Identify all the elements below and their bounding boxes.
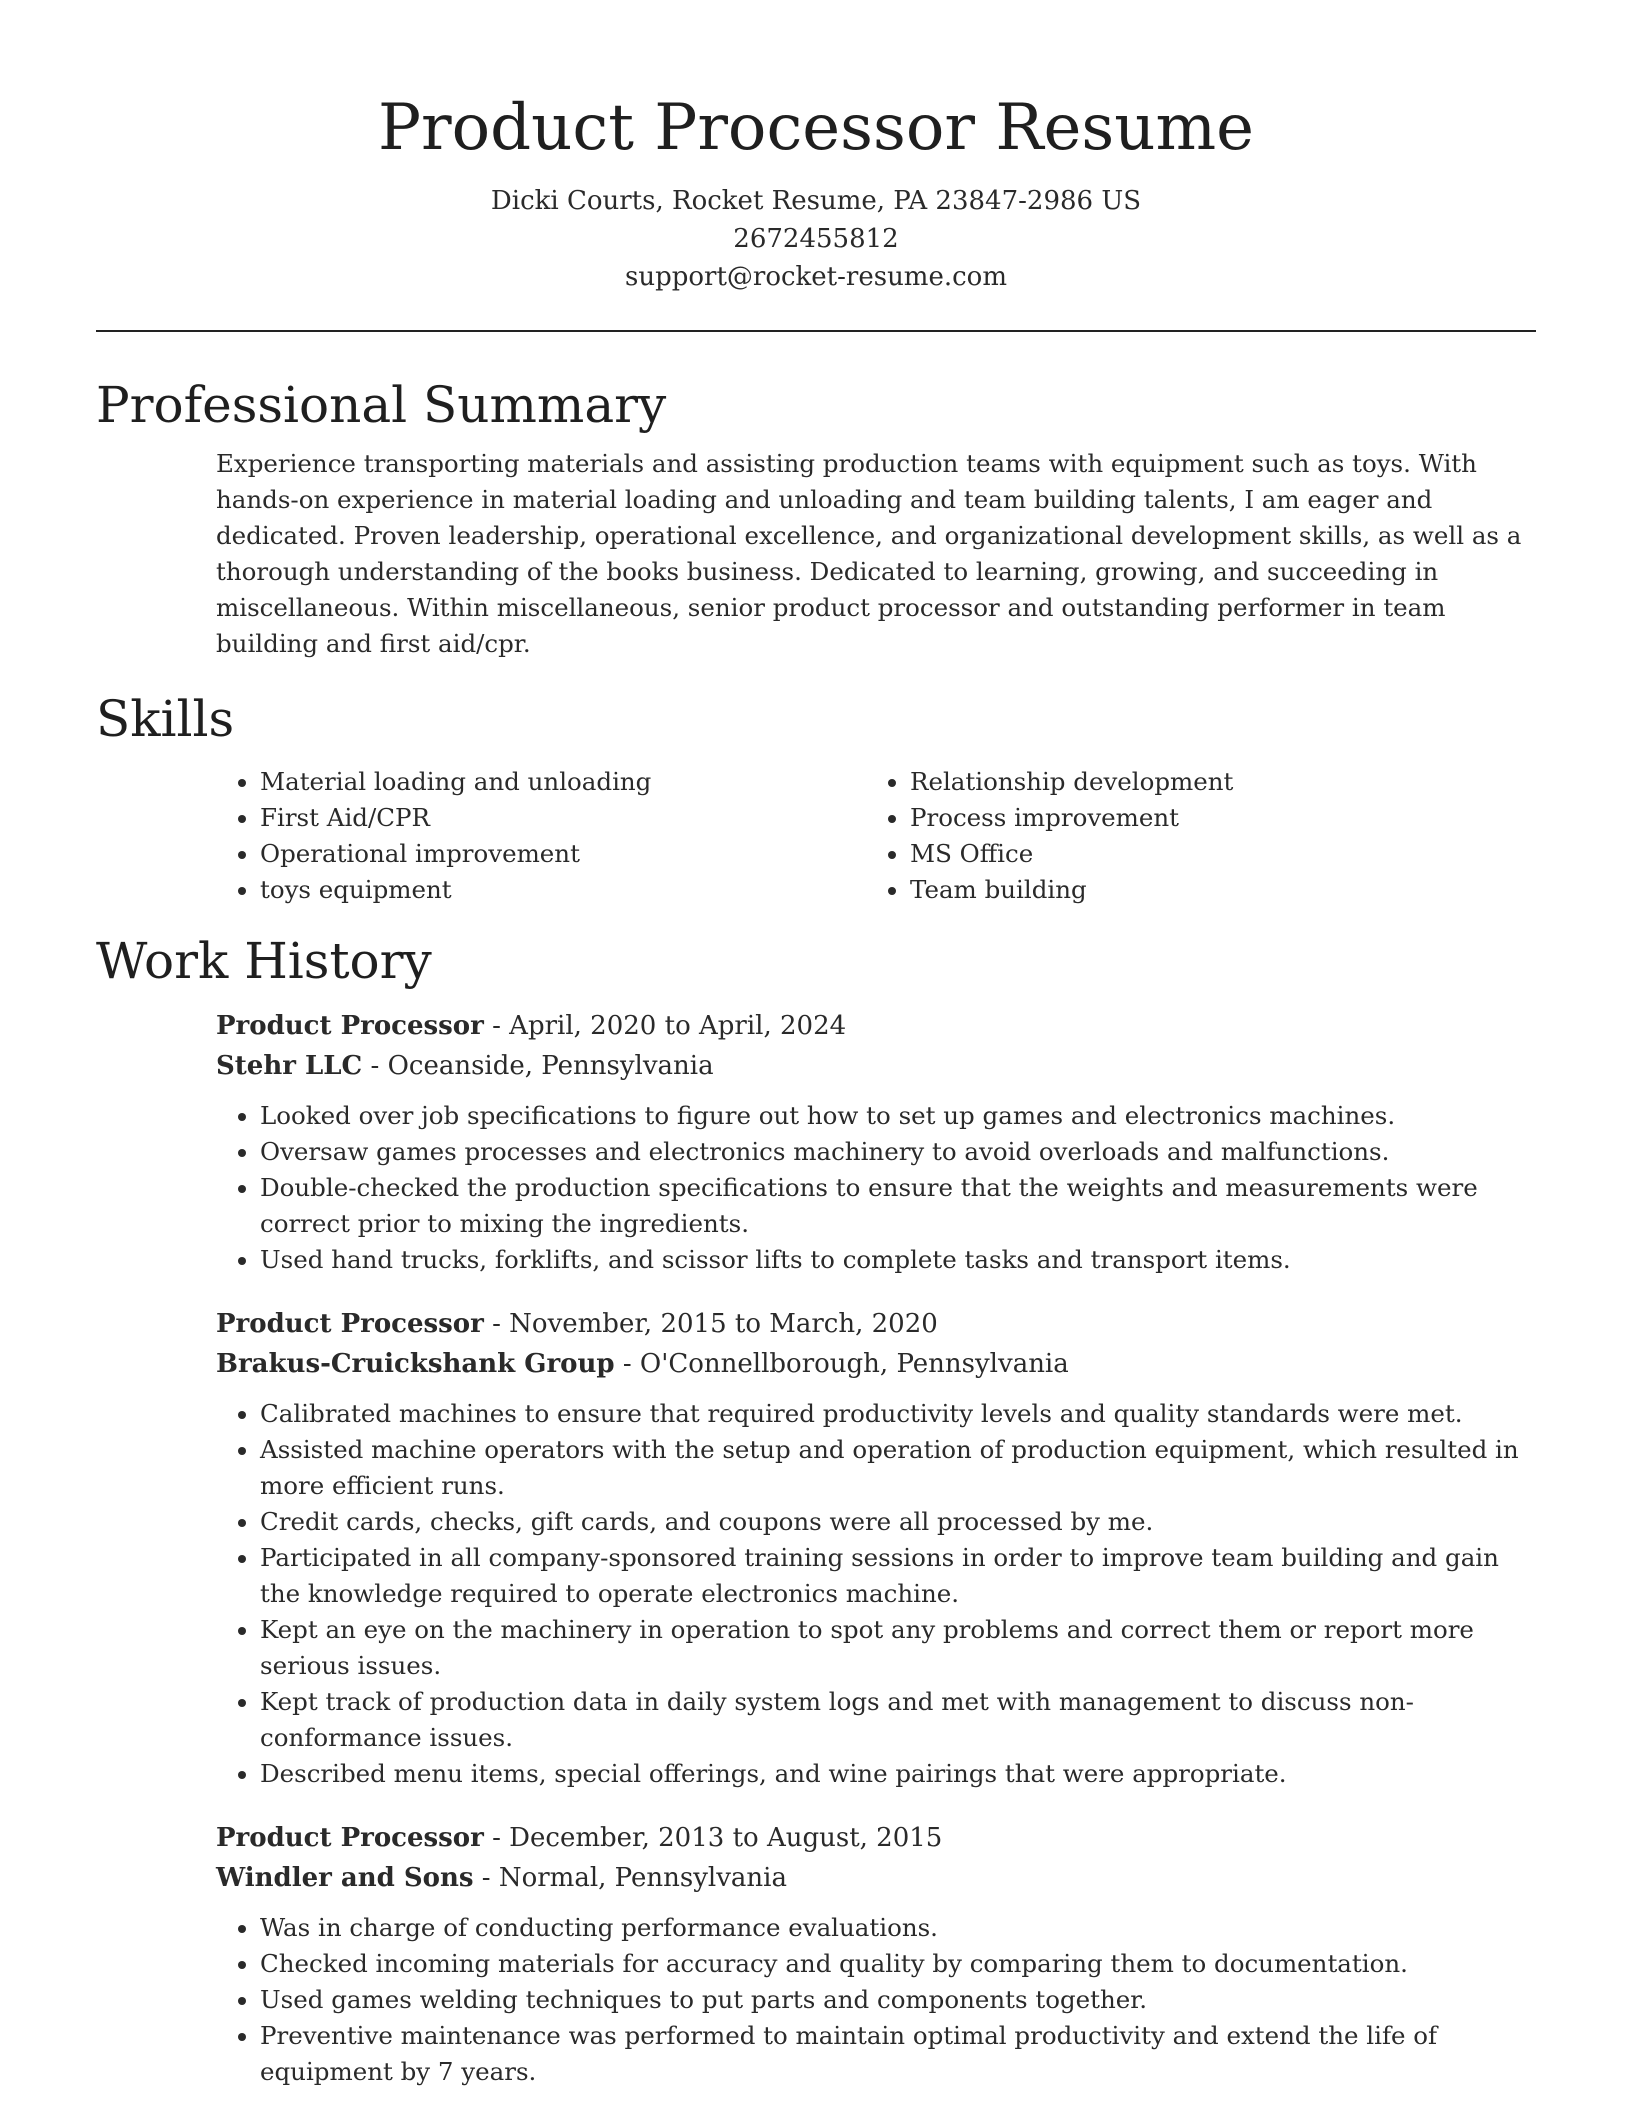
skill-item: • First Aid/CPR (260, 800, 866, 836)
job-dates: - April, 2020 to April, 2024 (483, 1011, 847, 1041)
job-bullet: • Preventive maintenance was performed to maintain optimal productivity and extend the life of equipment by 7 years. (260, 2018, 1536, 2090)
resume-title: Product Processor Resume (377, 91, 1255, 165)
contact-phone: 2672455812 (733, 224, 899, 254)
job-company-line (216, 1858, 1536, 1898)
job-bullet: • Used games welding techniques to put parts and components together. (260, 1982, 1536, 2018)
job-bullet: • Double-checked the production specifications to ensure that the weights and measurements were correct prior to mixing the ingredients. (260, 1170, 1536, 1242)
skill-item: • Relationship development (910, 764, 1510, 800)
job-title: Product Processor (216, 1011, 484, 1041)
job-title-line (216, 1304, 1536, 1344)
work-history-heading: Work History (96, 932, 432, 990)
job-bullet: • Kept an eye on the machinery in operation to spot any problems and correct them or report more serious issues. (260, 1612, 1536, 1684)
job-bullet: • Oversaw games processes and electronics machinery to avoid overloads and malfunctions. (260, 1134, 1536, 1170)
skill-item: • Team building (910, 872, 1510, 908)
job-location: - Normal, Pennsylvania (473, 1863, 787, 1893)
summary-text: Experience transporting materials and assisting production teams with equipment such as toys. With hands-on experience in material loading and unloading and team building talents, I am eager and dedicated. Proven leadership, operational excellence, and organizational development skills, as well as a thorough understanding of the books business. Dedicated to learning, growing, and succeeding in miscellaneous. Within miscellaneous, senior product processor and outstanding performer in team building and first aid/cpr. (216, 449, 1522, 658)
job-company: Windler and Sons (216, 1863, 474, 1893)
job-company-line (216, 1344, 1536, 1384)
job-title-line (216, 1006, 1536, 1046)
job-bullet-list (216, 1098, 1536, 1278)
job-bullet: • Kept track of production data in daily system logs and met with management to discuss non-conformance issues. (260, 1684, 1536, 1756)
job-bullet: • Described menu items, special offerings, and wine pairings that were appropriate. (260, 1756, 1536, 1792)
job-location: - O'Connellborough, Pennsylvania (614, 1349, 1069, 1379)
job-entry (216, 1304, 1536, 1792)
job-bullet: • Calibrated machines to ensure that required productivity levels and quality standards were met. (260, 1396, 1536, 1432)
job-bullet: • Was in charge of conducting performance evaluations. (260, 1910, 1536, 1946)
contact-email: support@rocket-resume.com (624, 262, 1007, 292)
skill-item: • Operational improvement (260, 836, 866, 872)
job-dates: - December, 2013 to August, 2015 (483, 1823, 943, 1853)
skills-heading: Skills (96, 690, 235, 748)
contact-block (96, 182, 1536, 296)
job-title-line (216, 1818, 1536, 1858)
job-dates: - November, 2015 to March, 2020 (483, 1309, 938, 1339)
job-title: Product Processor (216, 1309, 484, 1339)
job-bullet: • Used hand trucks, forklifts, and scissor lifts to complete tasks and transport items. (260, 1242, 1536, 1278)
skill-item: • Process improvement (910, 800, 1510, 836)
job-bullet: • Checked incoming materials for accuracy and quality by comparing them to documentation. (260, 1946, 1536, 1982)
contact-address: Dicki Courts, Rocket Resume, PA 23847-2986 US (490, 186, 1142, 216)
summary-heading: Professional Summary (96, 376, 667, 434)
skills-column-left (216, 764, 866, 908)
job-bullet: • Credit cards, checks, gift cards, and coupons were all processed by me. (260, 1504, 1536, 1540)
skills-list (216, 764, 1536, 908)
job-entry (216, 1006, 1536, 1278)
skill-item: • toys equipment (260, 872, 866, 908)
job-entry (216, 1818, 1536, 2090)
job-bullet: • Participated in all company-sponsored training sessions in order to improve team building and gain the knowledge required to operate electronics machine. (260, 1540, 1536, 1612)
skill-item: • MS Office (910, 836, 1510, 872)
skills-column-right (866, 764, 1510, 908)
header-divider (96, 330, 1536, 332)
job-bullet: • Looked over job specifications to figure out how to set up games and electronics machines. (260, 1098, 1536, 1134)
resume-page (96, 0, 1536, 2090)
job-bullet-list (216, 1396, 1536, 1792)
job-location: - Oceanside, Pennsylvania (362, 1051, 714, 1081)
job-company: Brakus-Cruickshank Group (216, 1349, 615, 1379)
job-company: Stehr LLC (216, 1051, 363, 1081)
job-bullet-list (216, 1910, 1536, 2090)
job-company-line (216, 1046, 1536, 1086)
job-bullet: • Assisted machine operators with the setup and operation of production equipment, which resulted in more efficient runs. (260, 1432, 1536, 1504)
skill-item: • Material loading and unloading (260, 764, 866, 800)
job-title: Product Processor (216, 1823, 484, 1853)
